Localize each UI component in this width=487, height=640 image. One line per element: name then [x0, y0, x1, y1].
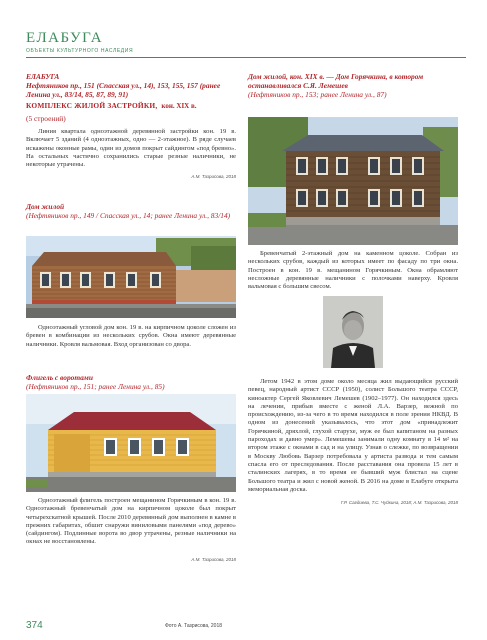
page-number: 374: [26, 620, 43, 631]
left-column-top: [26, 72, 236, 179]
photo-corner-house: [26, 236, 236, 318]
portrait-lemeshev: [323, 296, 383, 368]
photo-corner-house-image: [26, 236, 236, 318]
page-header: [26, 30, 466, 58]
header-city: ЕЛАБУГА: [26, 30, 104, 46]
left-column-sec2: [26, 202, 236, 220]
sec5-text: Летом 1942 в этом доме около месяца жил выдающийся русский певец, народный артист СССР (1950), солист Большого театра СССР, киноактер Сергей Яковлевич Лемешев (1902–1977). Он находился здесь на лечении, прибыв вместе с женой Л.А. Варзер, вежной по происхождению, из-за чего в то время находился в поле зрения НКВД. В одном из донесений указывалось, что этот дом «принадлежит Горячкиной, дряхлой, глухой старухе, муж ее был капитаном на разных пароходах и давно умер». Лемешевы занимали одну комнату в 14 м² на втором этаже с окнами в сад и на улицу. Узнав о слежке, по возвращении в Москву Любовь Варзер потребовала у артиста развода и тем самым спасла его от преследования. После расставания она провела 15 лет в сталинских лагерях, в то время ее бывший муж блистал на сцене Большого театра и жил с новой женой. В 2016 на доме в Елабуге открыта мемориальная доска.: [248, 378, 458, 493]
sec1-title-small: кон. XIX в.: [161, 102, 197, 110]
photo-credit: Фото А. Тазрисова, 2018: [165, 623, 223, 629]
sec3-address: (Нефтяников пр., 151; ранее Ленина ул., 85): [26, 382, 165, 391]
sec1-text: Линия квартала одноэтажной деревянной застройки кон. 19 в. Включает 5 зданий (4 одноэтажных, одно — 2-этажное). В ряде случаев искажены оконные рамы, один из домов покрыт сайдингом «под бревно». На остальных частично сохранились старые резные наличники, не некоторые утрачены.: [26, 128, 236, 169]
left-column-sec2-text: [26, 324, 236, 349]
right-column-sec5: [248, 378, 458, 505]
left-column-sec3: [26, 373, 236, 391]
sec2-title: Дом жилой: [26, 202, 65, 211]
sec1-city: ЕЛАБУГА: [26, 72, 60, 81]
photo-gorjachkin-house: [248, 117, 458, 245]
sec1-title: КОМПЛЕКС ЖИЛОЙ ЗАСТРОЙКИ,: [26, 101, 158, 110]
portrait-lemeshev-image: [323, 296, 383, 368]
right-column-sec4-text: [248, 250, 458, 291]
sec3-credit: А.М. Тазрисова, 2018: [191, 556, 236, 562]
right-column-sec4: [248, 72, 458, 99]
photo-gorjachkin-house-image: [248, 117, 458, 245]
sec3-text: Одноэтажный флигель построен мещанином Горячкиным в кон. 19 в. Одноэтажный бревенчатый дом на кирпичном цоколе был покрыт четырехскатной крышей. После 2010 деревянный дом выполнен в камне в прежних габаритах, обшит снаружи виниловыми панелями «под дерево» (сайдингом). Подлинные ворота во двор утрачены, резные наличники на окнах не восстановлены.: [26, 497, 236, 546]
sec4-address: (Нефтяников пр., 153; ранее Ленина ул., 87): [248, 90, 387, 99]
sec1-credit: А.М. Тазрисова, 2018: [191, 174, 236, 180]
header-series: ОБЪЕКТЫ КУЛЬТУРНОГО НАСЛЕДИЯ: [26, 48, 134, 54]
sec3-title: Флигель с воротами: [26, 373, 93, 382]
sec1-address: Нефтяников пр., 151 (Спасская ул., 14), 153, 155, 157 (ранее Ленина ул., 83/14, 85, 87, 89, 91): [26, 81, 221, 99]
sec4-text: Бревенчатый 2-этажный дом на каменном цоколе. Собран из нескольких срубов, каждый из которых имеет по фасаду по три окна. Построен в кон. 19 в. мещанином Горячкиным. Окна обрамляют несложные деревянные наличники с полочками наверху. Кровля вальмовая с большим свесом.: [248, 250, 458, 291]
sec5-credit: Г.Р. Сагдиева, Т.С. Чуйкина, 2018; А.М. Тазрисова, 2018: [340, 500, 458, 506]
photo-outbuilding: [26, 394, 236, 492]
sec2-text: Одноэтажный угловой дом кон. 19 в. на кирпичном цоколе сложен из бревен в комбинации из нескольких срубов. Окна имеют деревянные наличники. Кровля вальмовая. Вход организован со двора.: [26, 324, 236, 348]
photo-outbuilding-image: [26, 394, 236, 492]
sec4-title: Дом жилой, кон. XIX в. — Дом Горячкина, в котором останавливался С.Я. Лемешев: [248, 72, 424, 90]
left-column-sec3-text: [26, 497, 236, 562]
header-rule: [26, 57, 466, 58]
sec2-address: (Нефтяников пр., 149 / Спасская ул., 14; ранее Ленина ул., 83/14): [26, 211, 231, 220]
sec1-subtitle: (5 строений): [26, 114, 66, 123]
sec1-title-line: [26, 99, 236, 111]
